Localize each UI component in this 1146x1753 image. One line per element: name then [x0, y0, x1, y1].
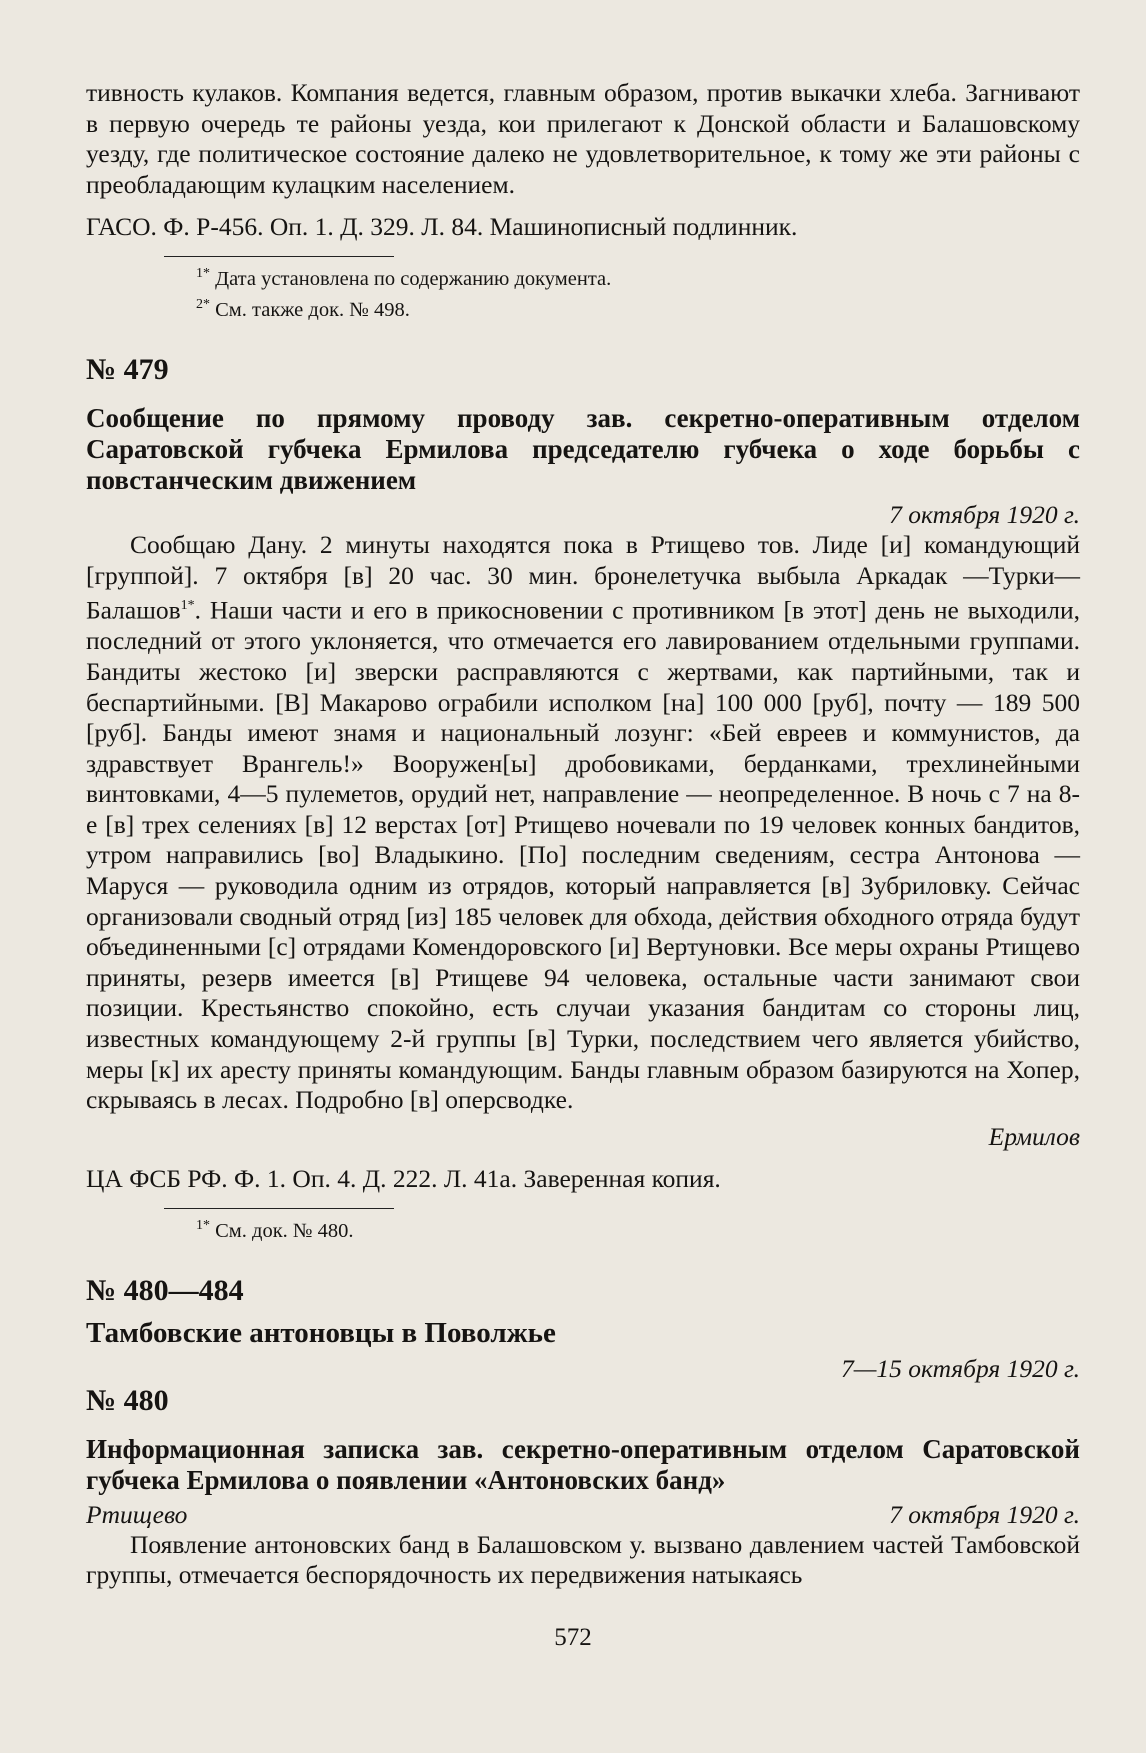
section-date: 7—15 октября 1920 г.: [840, 1353, 1080, 1383]
footnote: [86, 261, 1080, 292]
footnote: [86, 292, 1080, 323]
document-date: 7 октября 1920 г.: [889, 1499, 1080, 1529]
document-body: Появление антоновских банд в Балашовском у. вызвано давлением частей Тамбовской группы, отмечается беспорядочность их передвижения натыкаясь: [86, 1529, 1080, 1590]
section-date-line: [86, 1354, 1080, 1384]
document-place: Ртищево: [86, 1499, 188, 1529]
footnote-divider: [164, 256, 394, 257]
footnote-reference: 1*: [180, 598, 195, 614]
footnote-mark: 1*: [196, 266, 210, 282]
document-title: Информационная записка зав. секретно-оперативным отделом Саратовской губчека Ермилова о появлении «Антоновских банд»: [86, 1433, 1080, 1495]
archive-source: ЦА ФСБ РФ. Ф. 1. Оп. 4. Д. 222. Л. 41а. Заверенная копия.: [86, 1163, 721, 1193]
footnote-text: См. также док. № 498.: [210, 299, 410, 322]
body-text-start: Сообщаю Дану. 2 минуты находятся пока в Ртищево тов. Лиде [и] командующий [группой]. 7 октября [в] 20 час. 30 мин. бронелетучка выбыла Аркадак —Турки—Балашов: [86, 530, 1080, 625]
document-number: № 480: [86, 1383, 169, 1417]
document-date-line: [86, 1500, 1080, 1530]
document-date: 7 октября 1920 г.: [889, 500, 1080, 530]
document-date-line: [86, 500, 1080, 530]
footnote-mark: 1*: [196, 1217, 210, 1233]
signature: Ермилов: [988, 1121, 1080, 1151]
footnote: [86, 1213, 1080, 1244]
body-text-end: . Наши части и его в прикосновении с противником [в этот] день не выходили, последний от этого уклоняется, что отмечается его лавированием отдельными группами. Бандиты жестоко [и] зверски расправляются с жертвами, как партийными, так и беспартийными. [В] Макарово ограбили исполком [на] 100 000 [руб], почту — 189 500 [руб]. Банды имеют знамя и национальный лозунг: «Бей евреев и коммунистов, да здравствует Врангель!» Вооружен[ы] дробовиками, берданками, трехлинейными винтовками, 4—5 пулеметов, орудий нет, направление — неопределенное. В ночь с 7 на 8-е [в] трех селениях [в] 12 верстах [от] Ртищево ночевали по 19 человек конных бандитов, утром направились [во] Владыкино. [По] последним сведениям, сестра Антонова — Маруся — руководила одним из отрядов, который направляется [в] Зубриловку. Сейчас организовали сводный отряд [из] 185 человек для обхода, действия обходного отряда будут объединенными [с] отрядами Комендоровского [и] Вертуновки. Все меры охраны Ртищево приняты, резерв имеется [в] Ртищеве 94 человека, остальные части занимают свои позиции. Крестьянство спокойно, есть случаи указания бандитам со стороны лиц, известных командующему 2-й группы [в] Турки, последствием чего является убийство, меры [к] их аресту приняты командующим. Банды главным образом базируются на Хопер, скрываясь в лесах. Подробно [в] оперсводке.: [86, 595, 1080, 1115]
footnote-text: Дата установлена по содержанию документа.: [210, 268, 612, 291]
footnote-divider: [164, 1208, 394, 1209]
section-number: № 480—484: [86, 1273, 244, 1307]
document-body: [86, 530, 1080, 1116]
document-title: Сообщение по прямому проводу зав. секретно-оперативным отделом Саратовской губчека Ермилова председателю губчека о ходе борьбы с повстанческим движением: [86, 403, 1080, 496]
footnote-mark: 2*: [196, 297, 210, 313]
footnote-text: См. док. № 480.: [210, 1219, 354, 1242]
page-number: 572: [554, 1624, 592, 1651]
archive-source: ГАСО. Ф. Р-456. Оп. 1. Д. 329. Л. 84. Машинописный подлинник.: [86, 212, 798, 242]
document-number: № 479: [86, 353, 169, 387]
continued-paragraph: тивность кулаков. Компания ведется, главным образом, против выкачки хлеба. Загнивают в первую очередь те районы уезда, кои прилегают к Донской области и Балашовскому уезду, где политическое состояние далеко не удовлетворительное, к тому же эти районы с преобладающим кулацким населением.: [86, 78, 1080, 199]
section-title: Тамбовские антоновцы в Поволжье: [86, 1316, 556, 1349]
